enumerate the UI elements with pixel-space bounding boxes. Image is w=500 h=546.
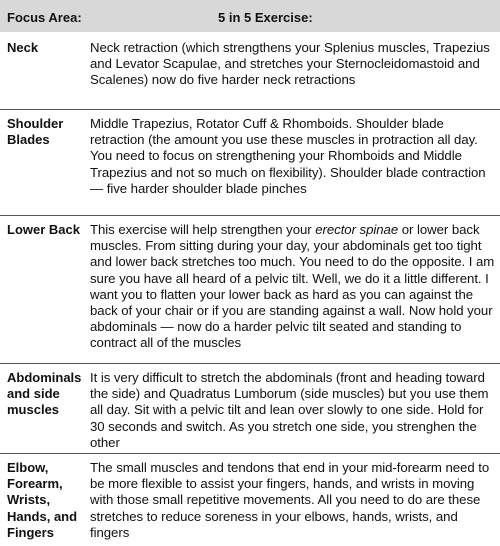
table-row-shoulder-blades bbox=[0, 116, 500, 216]
exercise-cell: It is very difficult to stretch the abdominals (front and heading toward the side) and Quadratus Lumborum (side muscles) but you use them all day. Sit with a pelvic tilt and lean over slowly to one side. Hold for 30 seconds and switch. As you stretch one side, you strenghen the other bbox=[90, 370, 489, 450]
exercise-cell: The small muscles and tendons that end in your mid-forearm need to be more flexible to assist your fingers, hands, and wrists in moving with those small repetitive movements. All you need to do are these stretches to reduce soreness in your elbows, hands, wrists, and fingers bbox=[90, 460, 490, 540]
focus-area-heading: Focus Area: bbox=[7, 10, 82, 25]
focus-area-cell: Elbow, Forearm, Wrists, Hands, and Fingers bbox=[7, 460, 78, 540]
exercise-cell: Middle Trapezius, Rotator Cuff & Rhomboids. Shoulder blade retraction (the amount you use these muscles in protraction all day. You need to focus on strengthening your Rhomboids and Middle Trapezius and not so much on flexibility). Shoulder blade contraction — five harder shoulder blade pinches bbox=[90, 116, 486, 196]
focus-area-cell: Shoulder Blades bbox=[7, 116, 64, 148]
exercise-cell: This exercise will help strengthen your erector spinae or lower back muscles. From sitting during your day, your abdominals get too tight and lower back stretches too much. You need to do the opposite. I am sure you have all heard of a pelvic tilt. Well, we do it a little different. I want you to flatten your lower back as hard as you can against the back of your chair or if you are standing against a wall. Now hold your abdominals — now do a harder pelvic tilt seated and standing to contract all of the muscles bbox=[90, 222, 495, 351]
table-row-abdominals bbox=[0, 370, 500, 454]
emphasis-text: erector spinae bbox=[315, 222, 399, 237]
table-row-elbow-fingers bbox=[0, 460, 500, 546]
exercise-heading: 5 in 5 Exercise: bbox=[218, 10, 313, 25]
table-row-neck bbox=[0, 40, 500, 110]
focus-area-cell: Lower Back bbox=[7, 222, 80, 237]
focus-area-cell: Neck bbox=[7, 40, 39, 55]
table-row-lower-back bbox=[0, 222, 500, 364]
table-header bbox=[0, 0, 500, 32]
exercise-cell: Neck retraction (which strengthens your Splenius muscles, Trapezius and Levator Scapulae, and stretches your Sternocleidomastoid and Scalenes) now do five harder neck retractions bbox=[90, 40, 490, 88]
focus-area-cell: Abdominals and side muscles bbox=[7, 370, 82, 418]
